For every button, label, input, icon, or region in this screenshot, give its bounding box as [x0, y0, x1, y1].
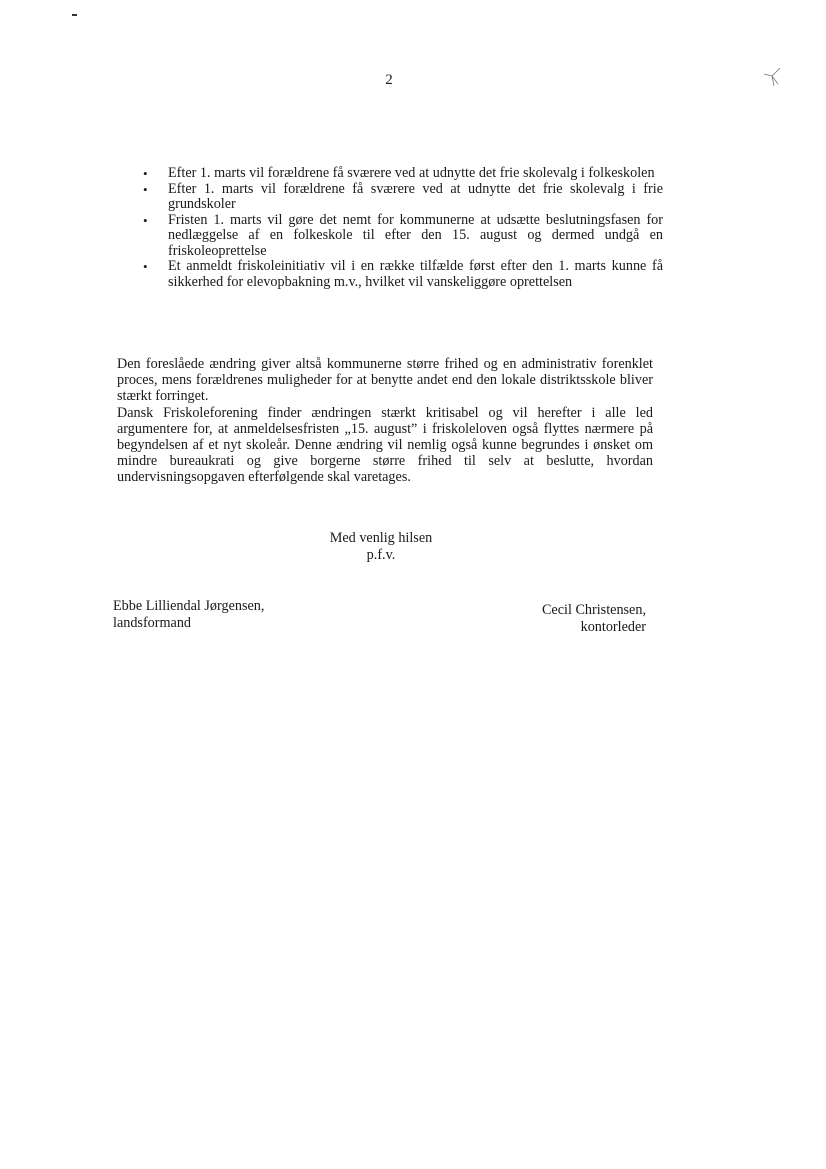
closing-greeting: Med venlig hilsen [329, 530, 433, 546]
closing-on-behalf: p.f.v. [366, 547, 396, 563]
page-number: 2 [385, 72, 393, 88]
closing-block [281, 530, 481, 564]
bullet-item: • Efter 1. marts vil forældrene få sværere ved at udnytte det frie skolevalg i folkeskolen [143, 166, 663, 182]
signatory-name: Ebbe Lilliendal Jørgensen, [113, 598, 265, 614]
bullet-item: • Fristen 1. marts vil gøre det nemt for kommunerne at udsætte beslutningsfasen for nedlæggelse af en folkeskole til efter den 15. august og dermed undgå en friskoleoprettelse [143, 213, 663, 260]
signatory-title: landsformand [113, 615, 192, 631]
signatory-name: Cecil Christensen, [541, 602, 646, 618]
signatory-right [542, 602, 646, 636]
signatory-title: kontorleder [580, 619, 646, 635]
body-paragraph: Dansk Friskoleforening finder ændringen stærkt kritisabel og vil herefter i alle led argumentere for, at anmeldelsesfristen „15. august” i friskoleloven også flyttes nærmere på begyndelsen af et nyt skoleår. Denne ændring vil nemlig også kunne begrundes i ønsket om mindre bureaukrati og give borgerne større frihed til selv at beslutte, hvordan undervisningsopgaven efterfølgende skal varetages. [117, 404, 653, 486]
bullet-item: • Efter 1. marts vil forældrene få sværere ved at udnytte det frie skolevalg i frie grundskoler [143, 182, 663, 213]
body-text [117, 356, 653, 486]
body-paragraph: Den foreslåede ændring giver altså kommunerne større frihed og en administrativ forenklet proces, mens forældrenes muligheder for at benytte andet end den lokale distriktsskole bliver stærkt forringet. [117, 356, 653, 405]
signatory-left [113, 598, 264, 632]
scan-artifact [72, 14, 77, 16]
bullet-list [143, 166, 663, 290]
bullet-item: • Et anmeldt friskoleinitiativ vil i en række tilfælde først efter den 1. marts kunne få sikkerhed for elevopbakning m.v., hvilket vil vanskeliggøre oprettelsen [143, 259, 663, 290]
